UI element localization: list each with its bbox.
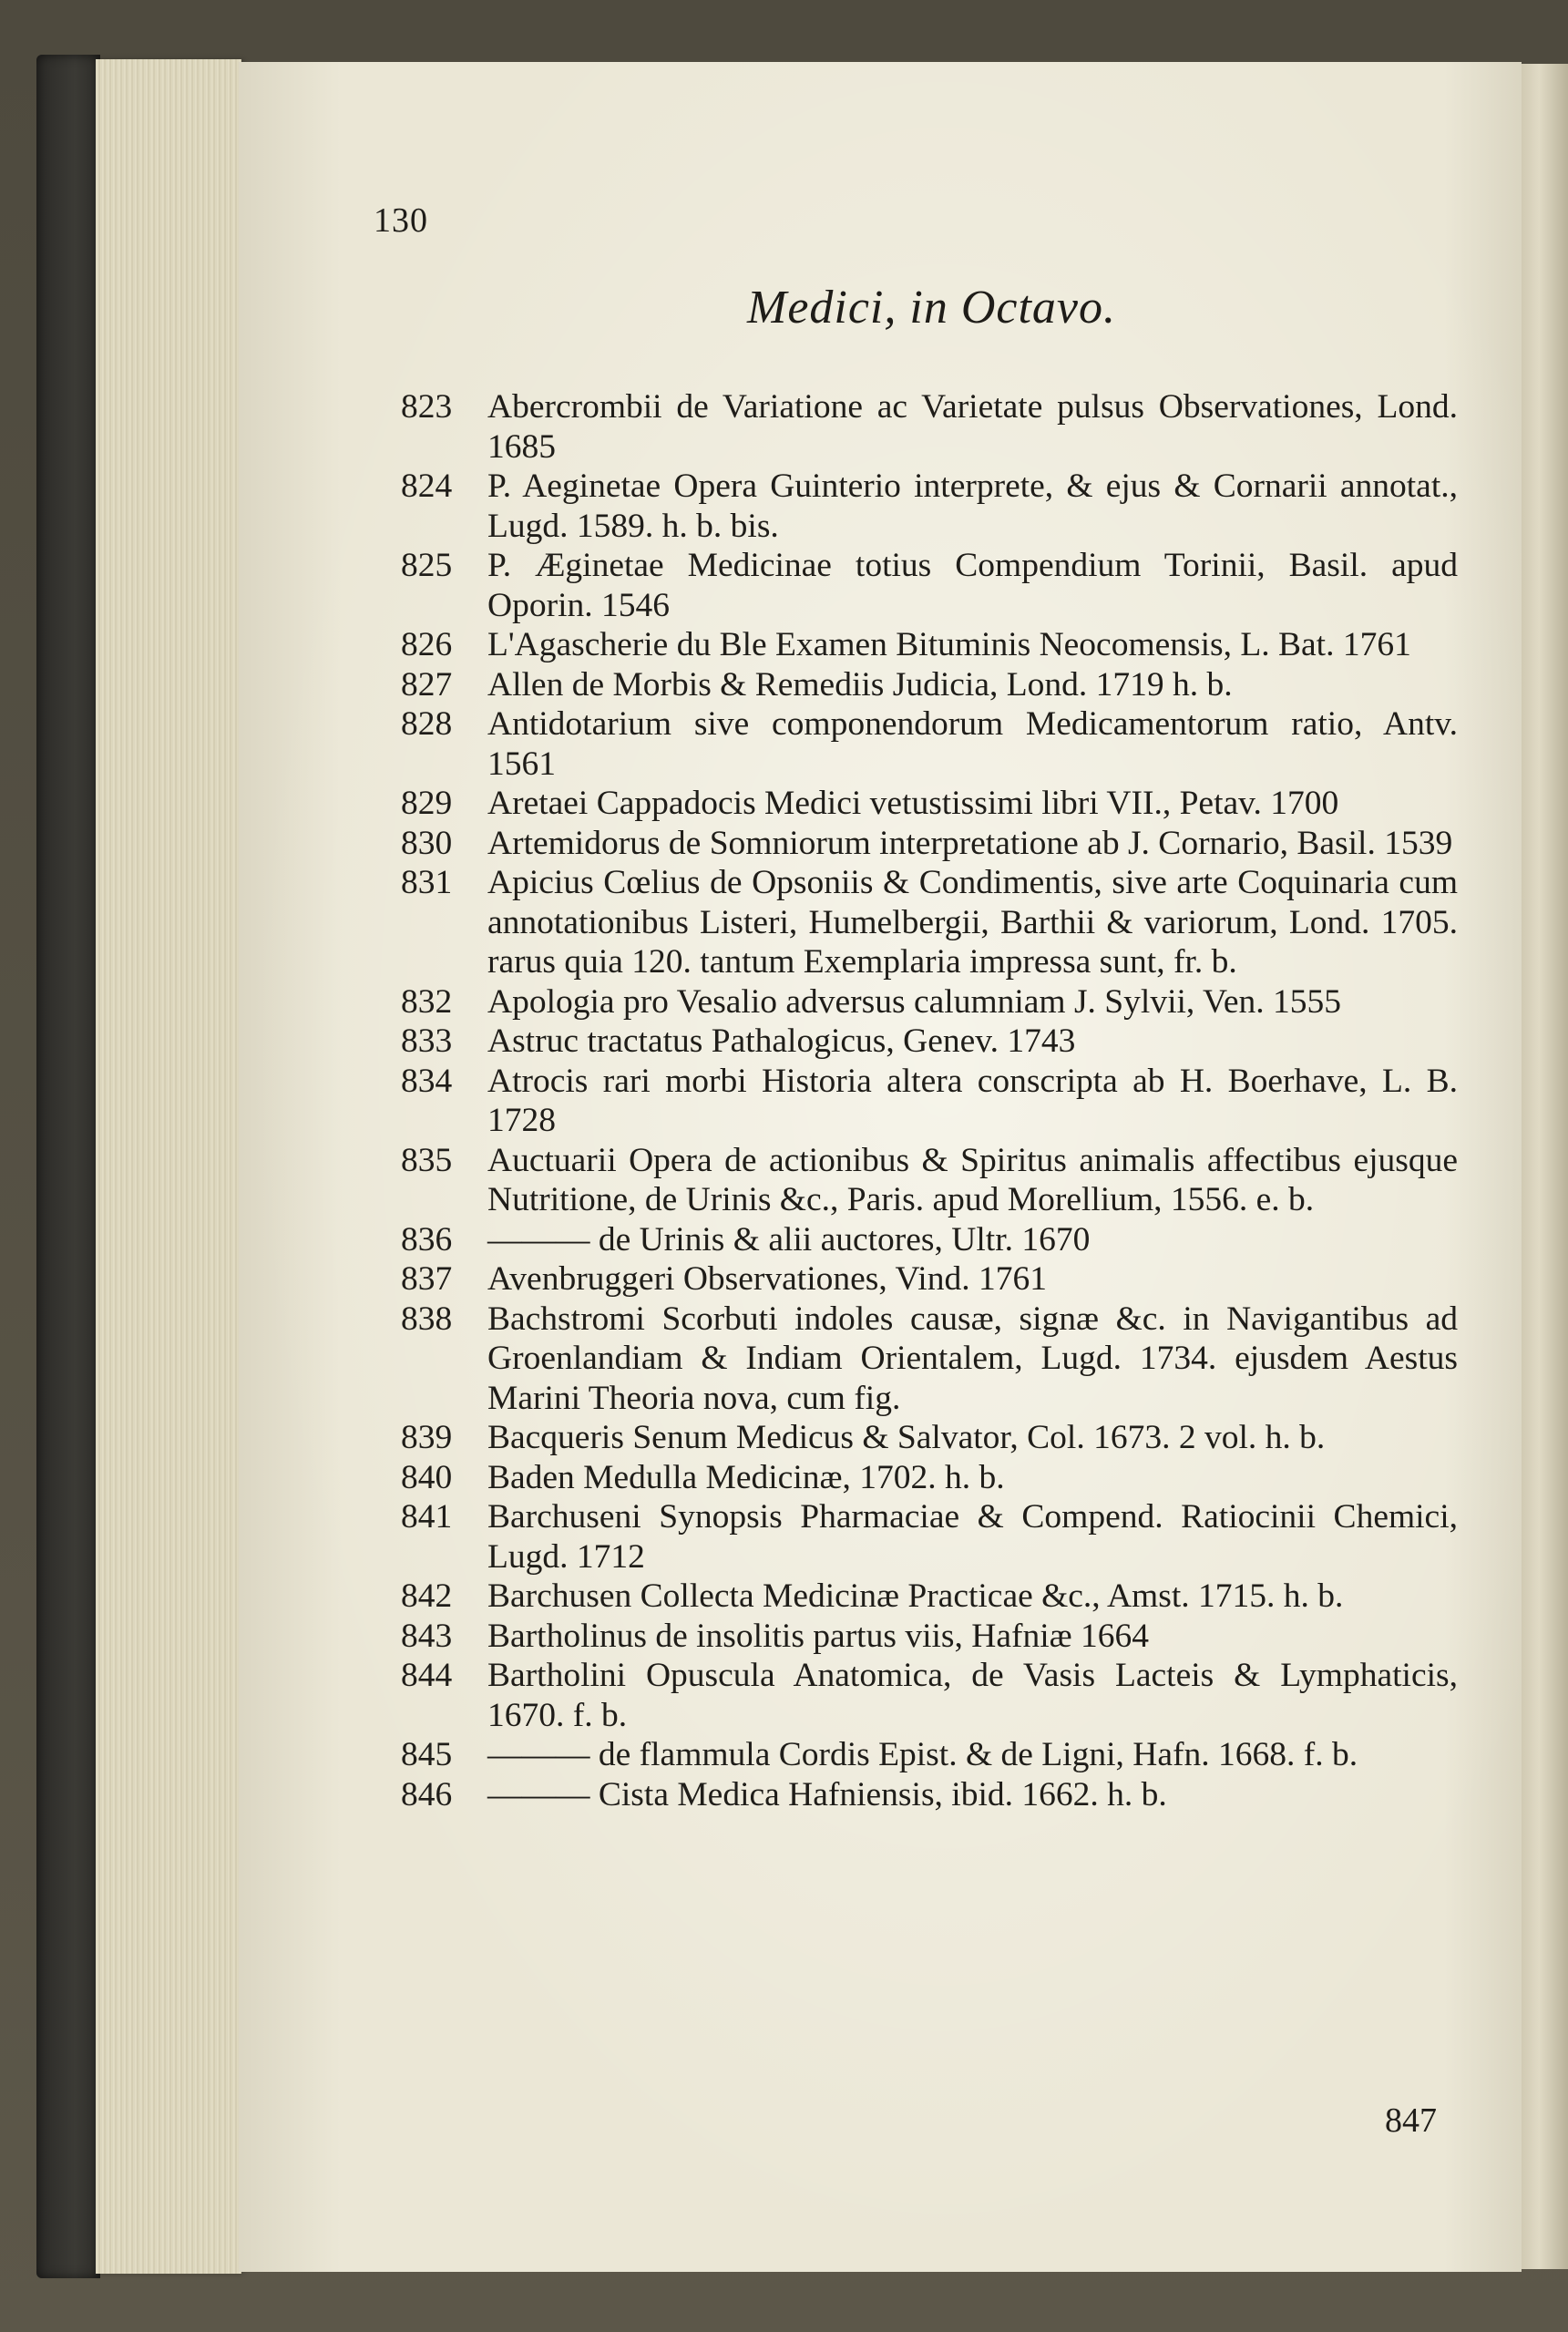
catalogue-entry <box>401 1497 1458 1577</box>
catchword: 847 <box>1385 2101 1437 2140</box>
entry-text: Antidotarium sive componendorum Medicamentorum ratio, Antv. 1561 <box>487 705 1458 783</box>
catalogue-entry <box>401 546 1458 625</box>
catalogue-entry <box>401 625 1458 665</box>
catalogue-entry <box>401 1775 1458 1815</box>
catalogue-entry <box>401 824 1458 864</box>
entry-number: 825 <box>401 547 453 584</box>
entry-number: 826 <box>401 626 453 663</box>
entry-number: 835 <box>401 1141 453 1179</box>
entry-text: Bartholini Opuscula Anatomica, de Vasis Lacteis & Lymphaticis, 1670. f. b. <box>487 1657 1458 1734</box>
catalogue-entry <box>401 1022 1458 1062</box>
entry-number: 841 <box>401 1498 453 1536</box>
catalogue-entry <box>401 467 1458 546</box>
book-cover-edge <box>36 55 100 2278</box>
catalogue-entry <box>401 1735 1458 1775</box>
entry-number: 830 <box>401 824 453 862</box>
page-number: 130 <box>374 201 428 240</box>
entry-text: Apicius Cœlius de Opsoniis & Condimentis, sive arte Coquinaria cum annotationibus Listeri, Humelbergii, Barthii & variorum, Lond. 1705. rarus quia 120. tantum Exemplaria impressa sunt, fr. b. <box>487 864 1458 981</box>
entry-number: 836 <box>401 1220 453 1258</box>
entry-text: Auctuarii Opera de actionibus & Spiritus animalis affectibus ejusque Nutritione, de Urinis &c., Paris. apud Morellium, 1556. e. b. <box>487 1141 1458 1218</box>
entry-number: 834 <box>401 1062 453 1100</box>
entry-text: Baden Medulla Medicinæ, 1702. h. b. <box>487 1458 1005 1496</box>
entry-text: Barchusen Collecta Medicinæ Practicae &c., Amst. 1715. h. b. <box>487 1577 1344 1615</box>
entry-text: Atrocis rari morbi Historia altera conscripta ab H. Boerhave, L. B. 1728 <box>487 1062 1458 1139</box>
catalogue-entry <box>401 1418 1458 1458</box>
entry-text: ——— de flammula Cordis Epist. & de Ligni, Hafn. 1668. f. b. <box>487 1736 1358 1773</box>
entry-text: Avenbruggeri Observationes, Vind. 1761 <box>487 1260 1047 1298</box>
entry-text: Bartholinus de insolitis partus viis, Hafniæ 1664 <box>487 1617 1150 1655</box>
catalogue-entry <box>401 1577 1458 1617</box>
facing-page-edge <box>1520 64 1568 2269</box>
entry-text: ——— de Urinis & alii auctores, Ultr. 1670 <box>487 1220 1091 1258</box>
catalogue-entry <box>401 1300 1458 1419</box>
entry-number: 824 <box>401 467 453 505</box>
entry-text: Astruc tractatus Pathalogicus, Genev. 1743 <box>487 1022 1076 1060</box>
catalogue-entry <box>401 665 1458 705</box>
entry-number: 844 <box>401 1657 453 1694</box>
catalogue-entry <box>401 704 1458 784</box>
catalogue-entry <box>401 1656 1458 1735</box>
page-stack-edge <box>96 59 241 2274</box>
entry-text: Abercrombii de Variatione ac Varietate pulsus Observationes, Lond. 1685 <box>487 388 1458 466</box>
catalogue-entry <box>401 1062 1458 1141</box>
entry-text: Artemidorus de Somniorum interpretatione ab J. Cornario, Basil. 1539 <box>487 824 1453 862</box>
entry-text: ——— Cista Medica Hafniensis, ibid. 1662. h. b. <box>487 1775 1167 1813</box>
entry-text: P. Æginetae Medicinae totius Compendium Torinii, Basil. apud Oporin. 1546 <box>487 547 1458 624</box>
entry-number: 845 <box>401 1736 453 1773</box>
catalogue-entry <box>401 784 1458 824</box>
entry-number: 842 <box>401 1577 453 1615</box>
catalogue-entry <box>401 1141 1458 1220</box>
entry-text: Bachstromi Scorbuti indoles causæ, signæ &c. in Navigantibus ad Groenlandiam & Indiam Orientalem, Lugd. 1734. ejusdem Aestus Marini Theoria nova, cum fig. <box>487 1300 1458 1417</box>
entry-number: 823 <box>401 388 453 426</box>
entry-number: 832 <box>401 982 453 1021</box>
catalogue-entry <box>401 1220 1458 1260</box>
entry-number: 846 <box>401 1775 453 1813</box>
entry-text: P. Aeginetae Opera Guinterio interprete, & ejus & Cornarii annotat., Lugd. 1589. h. b. bis. <box>487 467 1458 545</box>
entry-number: 843 <box>401 1617 453 1655</box>
entry-number: 840 <box>401 1458 453 1496</box>
entry-number: 833 <box>401 1022 453 1060</box>
entry-text: L'Agascherie du Ble Examen Bituminis Neocomensis, L. Bat. 1761 <box>487 626 1411 663</box>
entry-number: 839 <box>401 1419 453 1456</box>
entry-number: 827 <box>401 665 453 704</box>
entry-number: 829 <box>401 785 453 822</box>
catalogue-entries <box>401 387 1458 1814</box>
entry-number: 828 <box>401 705 453 743</box>
running-head: Medici, in Octavo. <box>747 282 1116 334</box>
entry-number: 837 <box>401 1260 453 1298</box>
entry-text: Allen de Morbis & Remediis Judicia, Lond. 1719 h. b. <box>487 665 1233 704</box>
entry-number: 831 <box>401 864 453 901</box>
catalogue-entry <box>401 1259 1458 1300</box>
catalogue-entry <box>401 863 1458 982</box>
catalogue-entry <box>401 982 1458 1022</box>
entry-number: 838 <box>401 1300 453 1338</box>
catalogue-entry <box>401 1617 1458 1657</box>
catalogue-entry <box>401 1458 1458 1498</box>
entry-text: Aretaei Cappadocis Medici vetustissimi libri VII., Petav. 1700 <box>487 785 1339 822</box>
catalogue-entry <box>401 387 1458 467</box>
entry-text: Apologia pro Vesalio adversus calumniam J. Sylvii, Ven. 1555 <box>487 982 1342 1021</box>
entry-text: Barchuseni Synopsis Pharmaciae & Compend. Ratiocinii Chemici, Lugd. 1712 <box>487 1498 1458 1576</box>
entry-text: Bacqueris Senum Medicus & Salvator, Col. 1673. 2 vol. h. b. <box>487 1419 1326 1456</box>
